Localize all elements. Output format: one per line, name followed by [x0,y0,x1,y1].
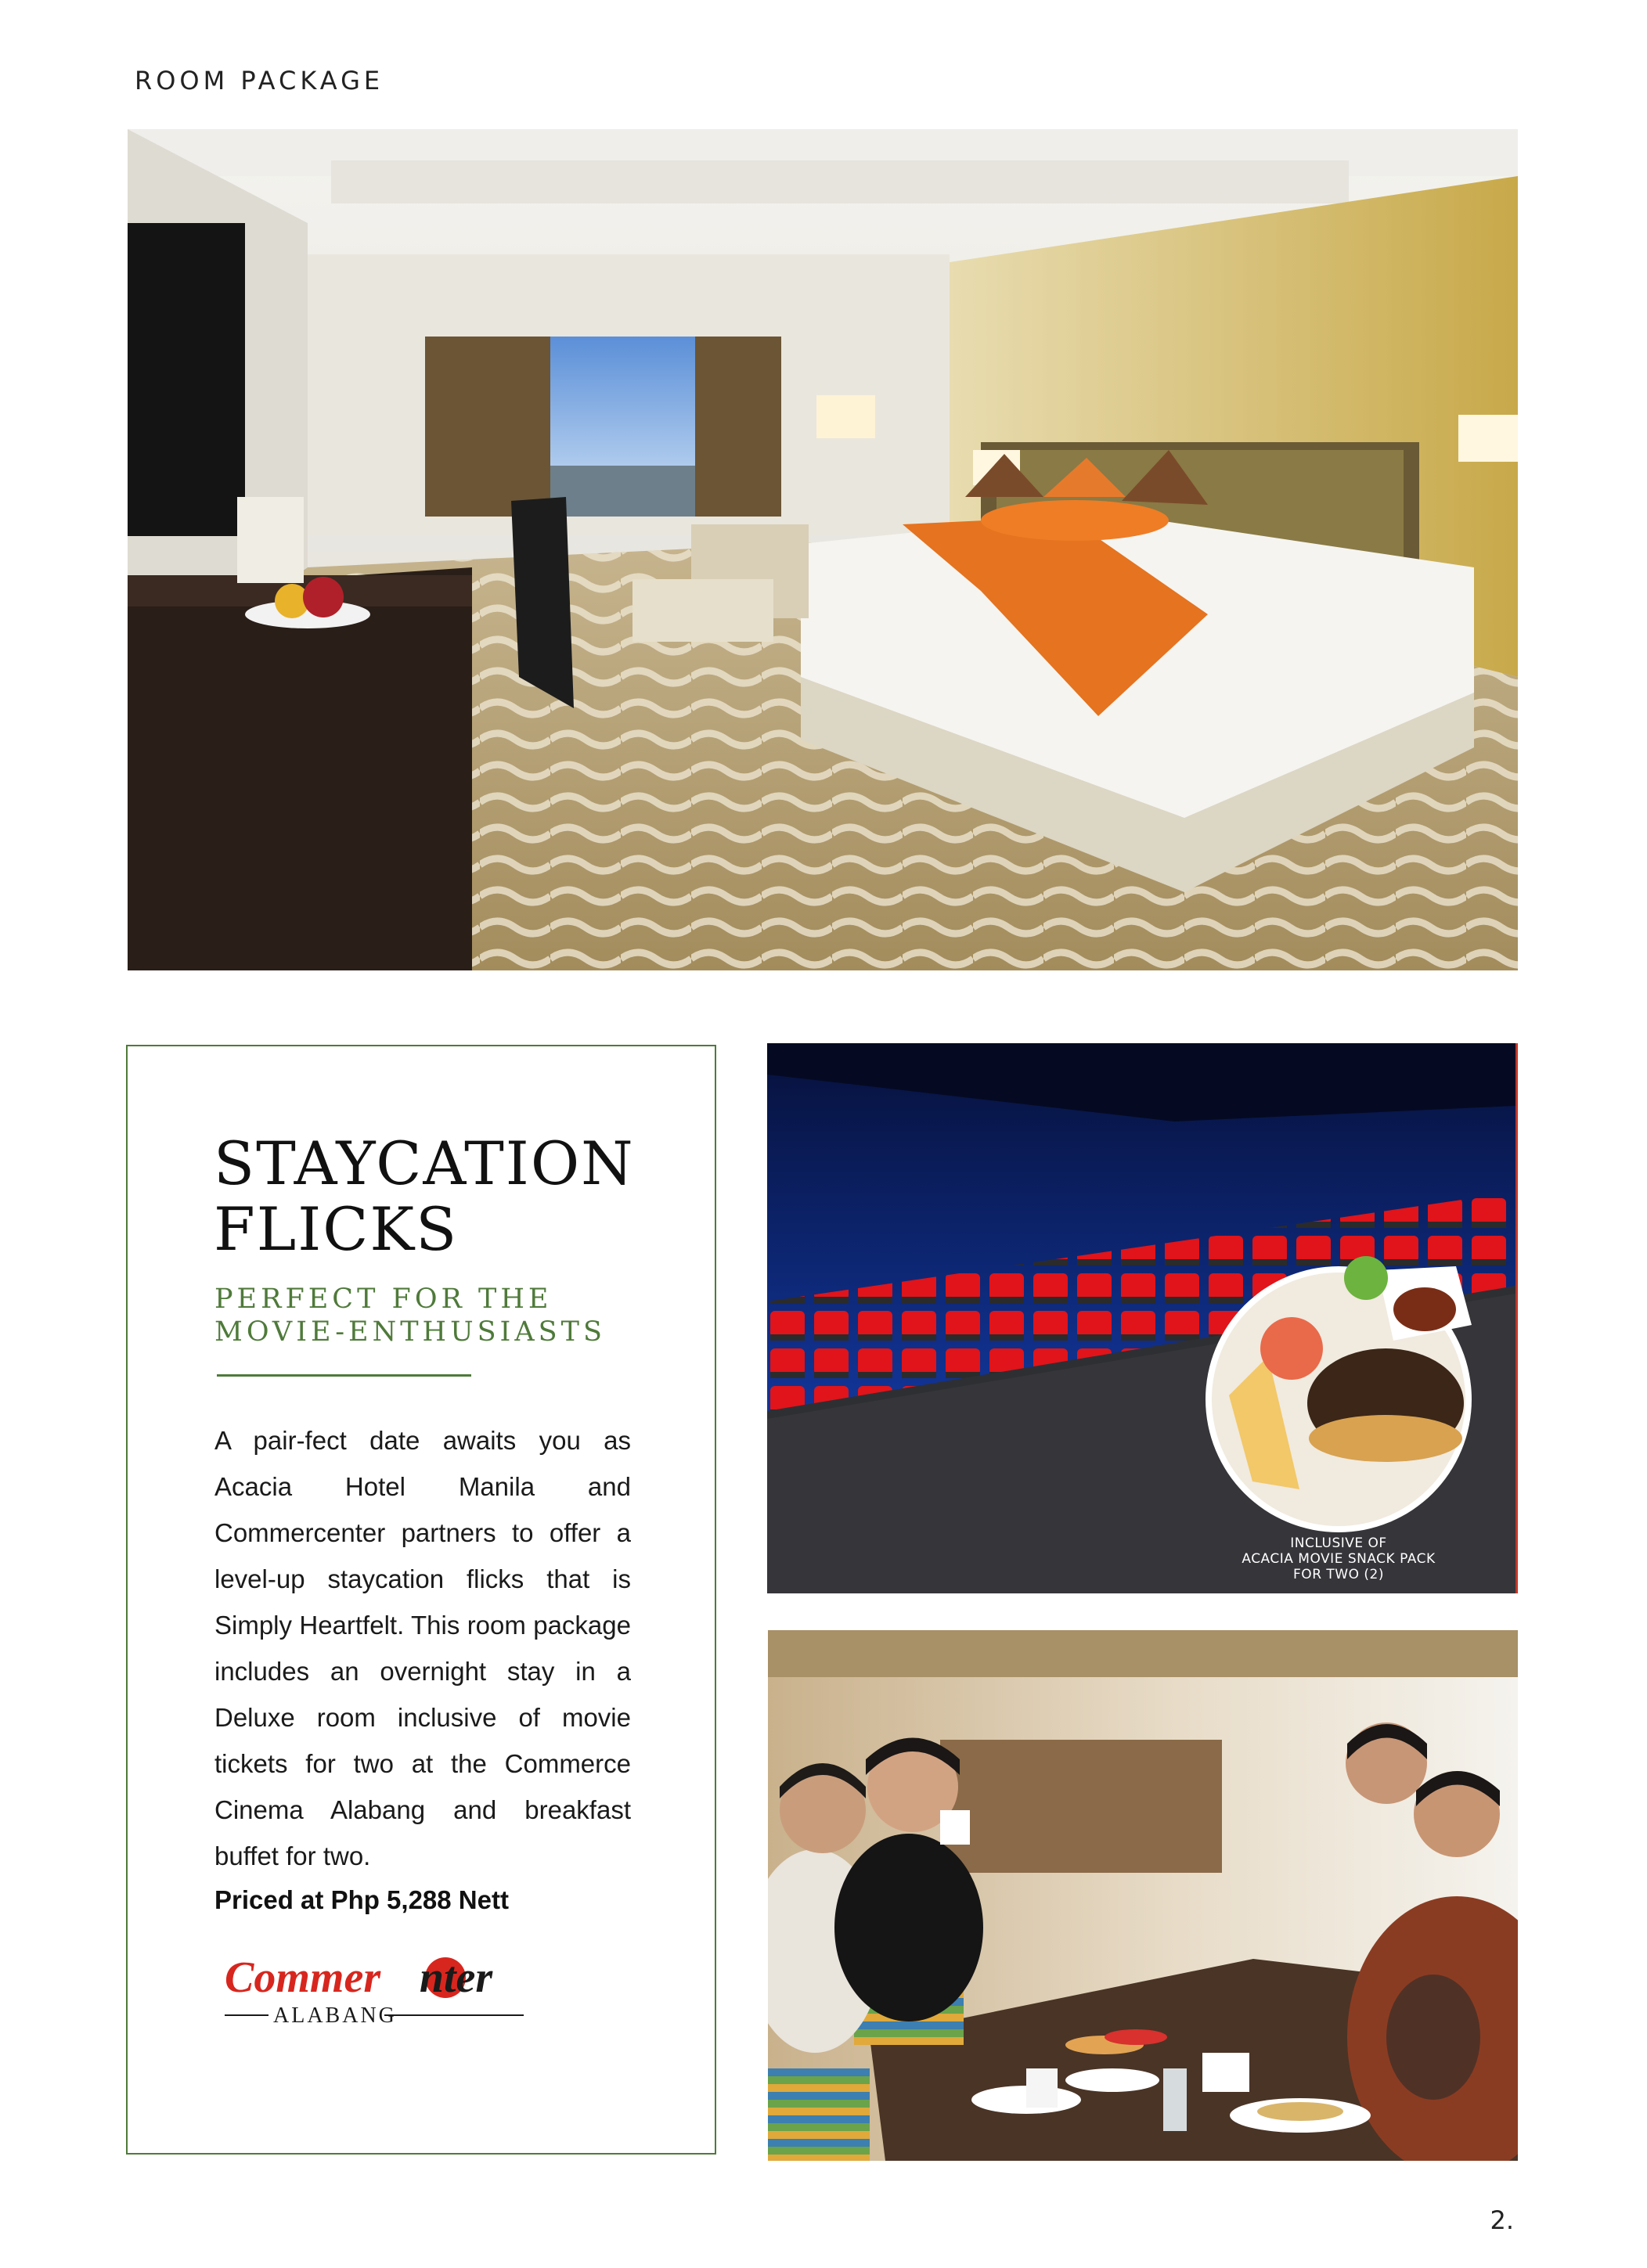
section-label: ROOM PACKAGE [135,66,384,95]
subtitle-line-1: PERFECT FOR THE [214,1283,553,1315]
commercenter-logo [222,1953,527,2031]
package-description: A pair-fect date awaits you as Acacia Hotel Manila and Commercenter partners to offer a level-up staycation flicks that is Simply Heartfelt. This room package includes an overnight stay in a Deluxe room inclusive of movie tickets for two at the Commerce Cinema Alabang and breakfast buffet for two. [214,1426,631,1870]
package-title [214,1131,652,1262]
subtitle-line-2: MOVIE-ENTHUSIASTS [214,1316,606,1348]
caption-line-1: INCLUSIVE OF [1290,1535,1387,1551]
red-accent-edge [1515,1043,1518,1593]
page-number: 2. [1490,2205,1514,2235]
svg-text:Commercenter [225,1953,493,2002]
divider [217,1374,471,1377]
caption-line-2: ACACIA MOVIE SNACK PACK [1242,1551,1436,1567]
breakfast-photo [768,1630,1518,2161]
package-subtitle [214,1283,653,1348]
caption-line-3: FOR TWO (2) [1293,1567,1384,1582]
cinema-photo [767,1043,1515,1593]
logo-sub: ALABANG [273,2003,397,2028]
logo-text-2: ce [380,1953,420,2002]
hero-bedroom-photo [128,129,1518,970]
snack-pack-caption [1217,1535,1460,1582]
logo-text-1: Commer [225,1953,381,2002]
title-line-2: FLICKS [214,1194,459,1264]
package-price: Priced at Php 5,288 Nett [214,1885,509,1914]
title-line-1: STAYCATION [214,1129,635,1198]
package-card [126,1045,716,2155]
logo-text-3: nter [419,1953,493,2002]
